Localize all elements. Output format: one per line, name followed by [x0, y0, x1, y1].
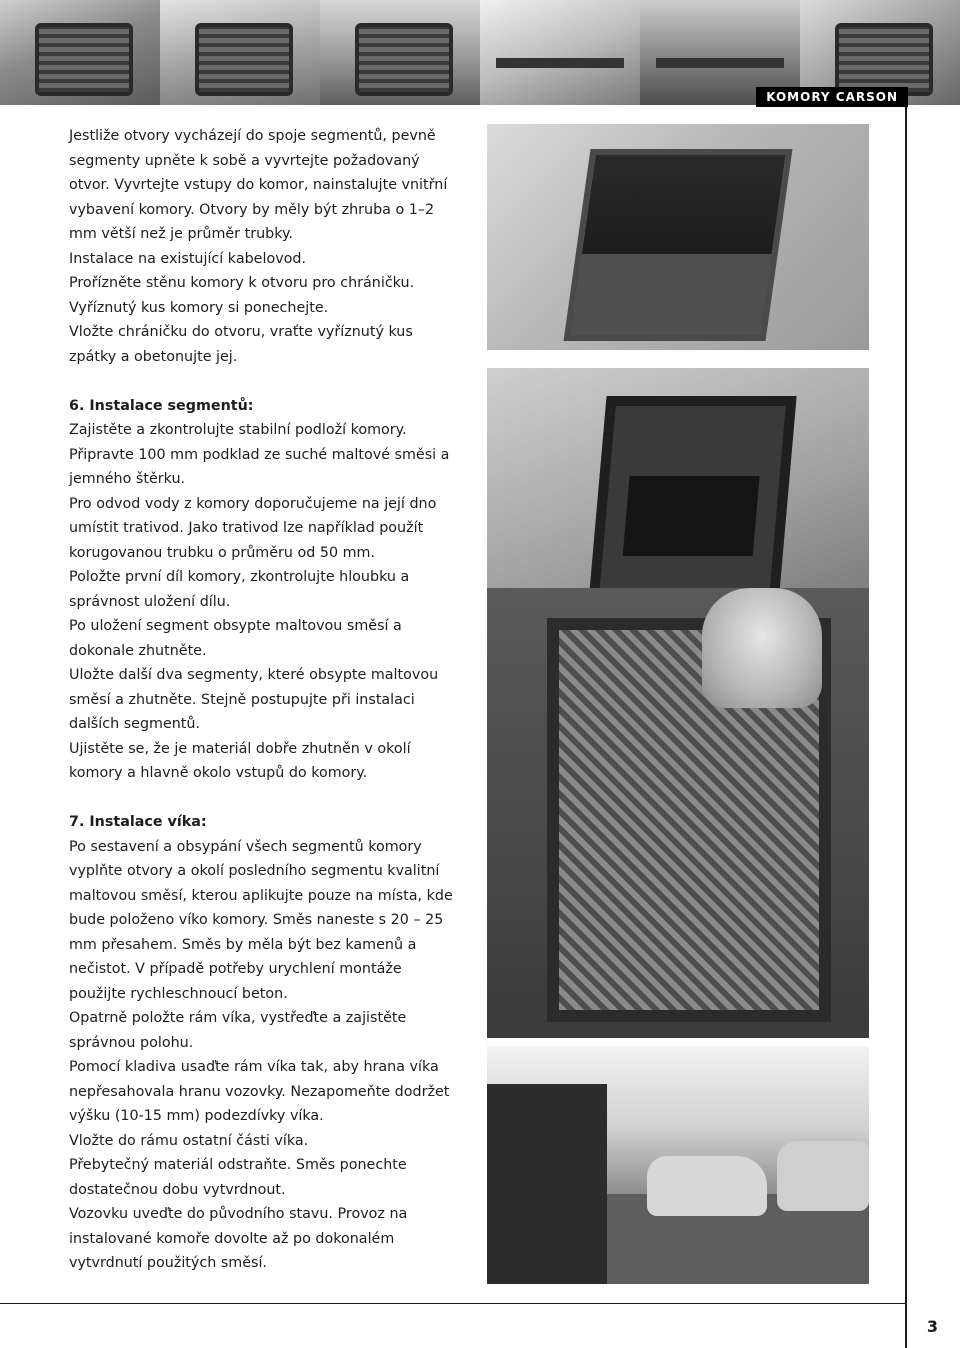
paragraph: Vložte do rámu ostatní části víka.	[69, 1132, 309, 1149]
segment-photo	[487, 368, 869, 618]
page-number: 3	[926, 1317, 938, 1336]
paragraph: Prořízněte stěnu komory k otvoru pro chráničku.	[69, 275, 415, 291]
paragraph: Po uložení segment obsypte maltovou směsí a dokonale zhutněte.	[69, 618, 402, 659]
paragraph: Připravte 100 mm podklad ze suché maltové směsi a jemného štěrku.	[69, 446, 450, 487]
paragraph: Opatrně položte rám víka, vystřeďte a zajistěte správnou polohu.	[69, 1010, 407, 1051]
chamber-photo	[487, 124, 869, 350]
vertical-rule	[905, 107, 907, 1348]
paragraph: Po sestavení a obsypání všech segmentů komory vyplňte otvory a okolí posledního segmentu kvalitní maltovou směsí, kterou aplikujte pouze na místa, kde bude položeno víko komory. Směs naneste s 20 – 25 mm přesahem. Směs by měla být bez kamenů a nečistot. V případě potřeby urychlení montáže použijte rychleschnoucí beton.	[69, 838, 453, 1002]
main-text-column	[69, 124, 453, 1276]
header-photo	[320, 0, 480, 105]
paragraph: Instalace na existující kabelovod.	[69, 250, 307, 267]
header-photo	[480, 0, 640, 105]
street-photo	[487, 1046, 869, 1284]
paragraph: Pomocí kladiva usaďte rám víka tak, aby hrana víka nepřesahovala hranu vozovky. Nezapomeňte dodržet výšku (10-15 mm) podezdívky víka.	[69, 1059, 450, 1124]
section-badge: KOMORY CARSON	[756, 87, 908, 107]
paragraph: Vyříznutý kus komory si ponechejte.	[69, 299, 329, 316]
paragraph: Vložte chráničku do otvoru, vraťte vyříznutý kus zpátky a obetonujte jej.	[69, 324, 413, 365]
paragraph: Jestliže otvory vycházejí do spoje segmentů, pevně segmenty upněte k sobě a vyvrtejte požadovaný otvor. Vyvrtejte vstupy do komor, nainstalujte vnitřní vybavení komory. Otvory by měly být zhruba o 1–2 mm větší než je průměr trubky.	[69, 128, 448, 242]
footer-rule	[0, 1303, 905, 1304]
paragraph: Vozovku uveďte do původního stavu. Provoz na instalované komoře dovolte až po dokonalém vytvrdnutí použitých směsí.	[69, 1206, 408, 1271]
lid-photo	[487, 588, 869, 1038]
header-photo	[160, 0, 320, 105]
paragraph: Přebytečný materiál odstraňte. Směs ponechte dostatečnou dobu vytvrdnout.	[69, 1157, 407, 1198]
paragraph: Pro odvod vody z komory doporučujeme na její dno umístit trativod. Jako trativod lze například použít korugovanou trubku o průměru od 50 mm.	[69, 495, 437, 561]
paragraph: Položte první díl komory, zkontrolujte hloubku a správnost uložení dílu.	[69, 569, 410, 610]
paragraph: Uložte další dva segmenty, které obsypte maltovou směsí a zhutněte. Stejně postupujte při instalaci dalších segmentů.	[69, 667, 439, 732]
header-photo	[0, 0, 160, 105]
paragraph: Zajistěte a zkontrolujte stabilní podloží komory.	[69, 422, 407, 438]
section-heading: 6. Instalace segmentů:	[69, 397, 254, 414]
paragraph: Ujistěte se, že je materiál dobře zhutněn v okolí komory a hlavně okolo vstupů do komory.	[69, 740, 411, 781]
section-heading: 7. Instalace víka:	[69, 814, 207, 830]
